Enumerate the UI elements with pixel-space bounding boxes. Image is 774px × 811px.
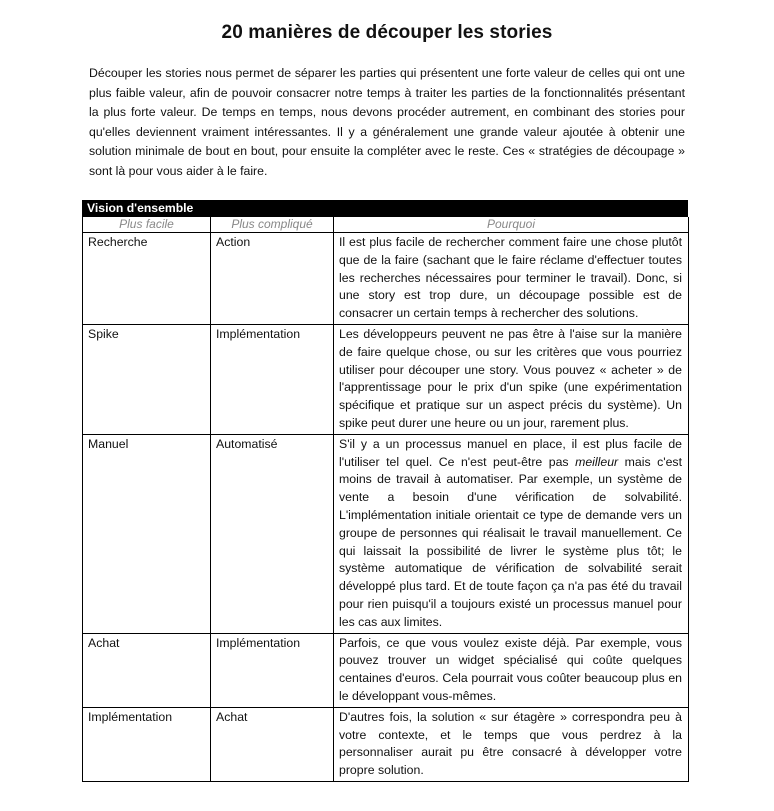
table-row (83, 233, 689, 325)
cell-harder: Implémentation (211, 324, 334, 434)
column-header-row (83, 217, 689, 233)
table-row (83, 434, 689, 633)
cell-why: Parfois, ce que vous voulez existe déjà. Par exemple, vous pouvez trouver un widget spécialisé qui coûte quelques centaines d'euros. Cela pourrait vous coûter beaucoup plus en le développant vous-mêmes. (334, 633, 689, 707)
cell-why: Les développeurs peuvent ne pas être à l'aise sur la manière de faire quelque chose, ou sur les critères que vous pourriez utiliser pour découper une story. Vous pouvez « acheter » de l'apprentissage pour le prix d'un spike (une expérimentation spécifique et pratique sur un aspect précis du système). Un spike peut durer une heure ou un jour, rarement plus. (334, 324, 689, 434)
cell-harder: Implémentation (211, 633, 334, 707)
intro-paragraph: Découper les stories nous permet de séparer les parties qui présentent une forte valeur de celles qui ont une plus faible valeur, afin de pouvoir consacrer notre temps à traiter les parties de la fonctionnalités présentant la plus forte valeur. De temps en temps, nous devons procéder autrement, en combinant des stories pour qu'elles deviennent vraiment intéressantes. Il y a généralement une grande valeur ajoutée à obtenir une solution minimale de bout en bout, pour ensuite la compléter avec le reste. Ces « stratégies de découpage » sont là pour vous aider à le faire. (89, 66, 685, 178)
cell-easier: Spike (83, 324, 211, 434)
column-header-harder: Plus compliqué (211, 217, 334, 233)
cell-harder: Achat (211, 707, 334, 781)
cell-why: D'autres fois, la solution « sur étagère » correspondra peu à votre contexte, et le temps que vous perdrez à la personnaliser aurait pu être consacré à développer votre propre solution. (334, 707, 689, 781)
cell-easier: Implémentation (83, 707, 211, 781)
cell-easier: Recherche (83, 233, 211, 325)
cell-why (334, 434, 689, 633)
document-title: 20 manières de découper les stories (221, 22, 553, 43)
cell-easier: Manuel (83, 434, 211, 633)
column-header-easier: Plus facile (83, 217, 211, 233)
cell-why: Il est plus facile de rechercher comment faire une chose plutôt que de la faire (sachant que le faire réclame d'effectuer toutes les recherches nécessaires pour terminer le travail). Donc, si une story est trop dure, un découpage possible est de consacrer un certain temps à rechercher des solutions. (334, 233, 689, 325)
cell-why-emphasis: meilleur (575, 454, 619, 469)
strategies-table-container (82, 200, 688, 782)
cell-why-text-before: S'il y a un processus manuel en place, il est plus facile de l'utiliser tel quel. Ce n'est peut-être pas (339, 436, 682, 469)
section-header: Vision d'ensemble (82, 200, 688, 217)
table-row (83, 707, 689, 781)
cell-easier: Achat (83, 633, 211, 707)
cell-why-text-after: mais c'est moins de travail à automatiser. Par exemple, un système de vente a besoin d'une vérification de solvabilité. L'implémentation initiale orientait ce type de demande vers un groupe de personnes qui réalisait le travail manuellement. Ce qui laissait la possibilité de livrer le système plus tôt; le système automatique de vérification de solvabilité serait développé plus tard. Et de toute façon ça n'a pas été du travail pour rien puisqu'il a toujours existé un processus manuel pour les cas aux limites. (339, 454, 682, 629)
table-row (83, 324, 689, 434)
cell-harder: Automatisé (211, 434, 334, 633)
table-row (83, 633, 689, 707)
column-header-why: Pourquoi (334, 217, 689, 233)
strategies-table (82, 217, 689, 782)
cell-harder: Action (211, 233, 334, 325)
